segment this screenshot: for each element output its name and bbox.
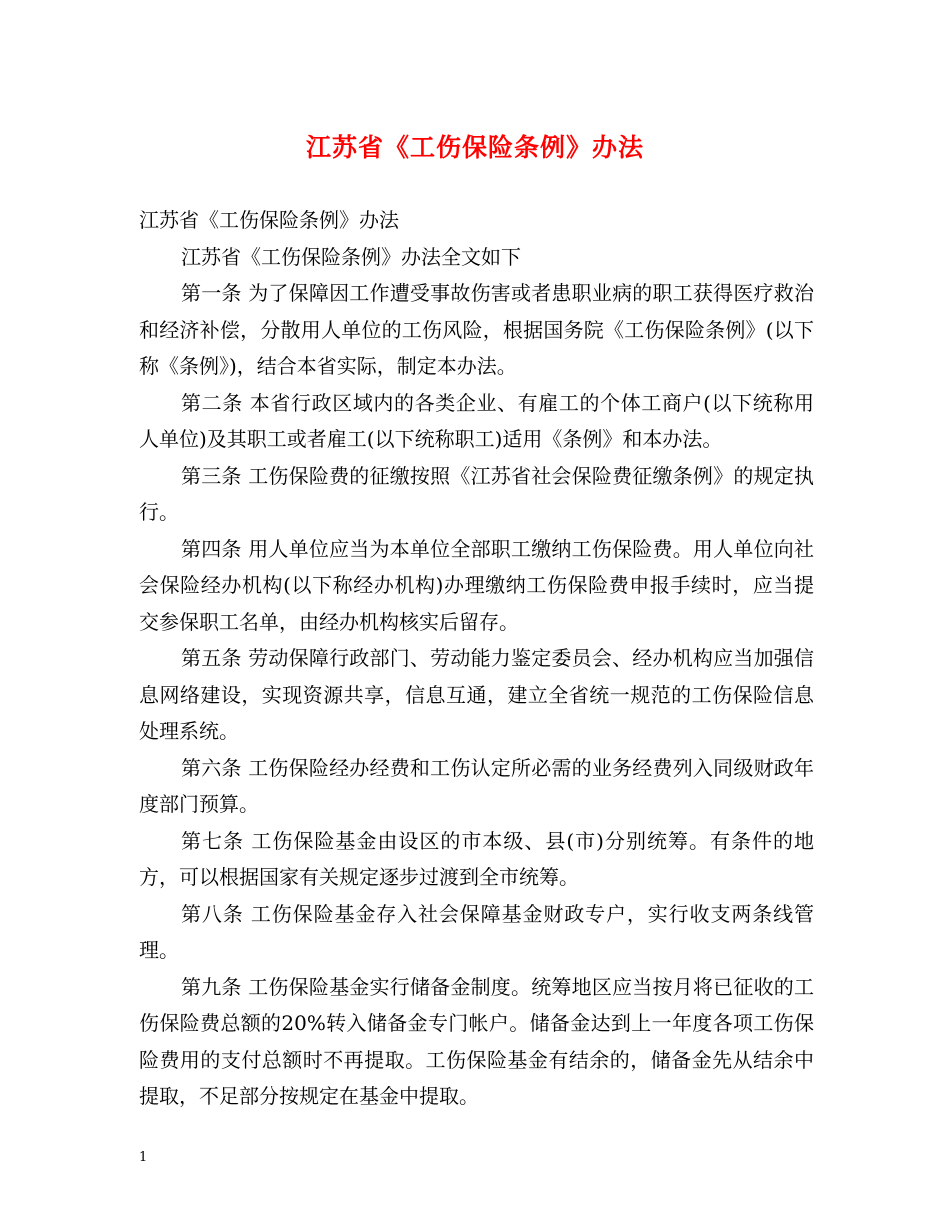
paragraph-article-4: 第四条 用人单位应当为本单位全部职工缴纳工伤保险费。用人单位向社会保险经办机构(以下称经办机构)办理缴纳工伤保险费申报手续时，应当提交参保职工名单，由经办机构核实后留存。: [139, 536, 814, 634]
paragraph-article-8: 第八条 工伤保险基金存入社会保障基金财政专户，实行收支两条线管理。: [139, 901, 814, 962]
paragraph-article-7: 第七条 工伤保险基金由设区的市本级、县(市)分别统筹。有条件的地方，可以根据国家有关规定逐步过渡到全市统筹。: [139, 828, 814, 889]
paragraph-heading: 江苏省《工伤保险条例》办法: [139, 208, 399, 232]
page-number: 1: [139, 1150, 148, 1165]
paragraph-intro: 江苏省《工伤保险条例》办法全文如下: [181, 244, 521, 269]
paragraph-article-5: 第五条 劳动保障行政部门、劳动能力鉴定委员会、经办机构应当加强信息网络建设，实现资源共享，信息互通，建立全省统一规范的工伤保险信息处理系统。: [139, 646, 814, 743]
document-title: 江苏省《工伤保险条例》办法: [305, 133, 644, 162]
document-body: [139, 202, 814, 1115]
paragraph-article-9: 第九条 工伤保险基金实行储备金制度。统筹地区应当按月将已征收的工伤保险费总额的20%转入储备金专门帐户。储备金达到上一年度各项工伤保险费用的支付总额时不再提取。工伤保险基金有结余的，储备金先从结余中提取，不足部分按规定在基金中提取。: [139, 974, 814, 1108]
paragraph-article-6: 第六条 工伤保险经办经费和工伤认定所必需的业务经费列入同级财政年度部门预算。: [139, 755, 814, 816]
paragraph-article-3: 第三条 工伤保险费的征缴按照《江苏省社会保险费征缴条例》的规定执行。: [139, 463, 814, 524]
paragraph-article-2: 第二条 本省行政区域内的各类企业、有雇工的个体工商户(以下统称用人单位)及其职工或者雇工(以下统称职工)适用《条例》和本办法。: [139, 390, 814, 451]
paragraph-article-1: 第一条 为了保障因工作遭受事故伤害或者患职业病的职工获得医疗救治和经济补偿，分散用人单位的工伤风险，根据国务院《工伤保险条例》(以下称《条例》)，结合本省实际，制定本办法。: [139, 281, 814, 378]
